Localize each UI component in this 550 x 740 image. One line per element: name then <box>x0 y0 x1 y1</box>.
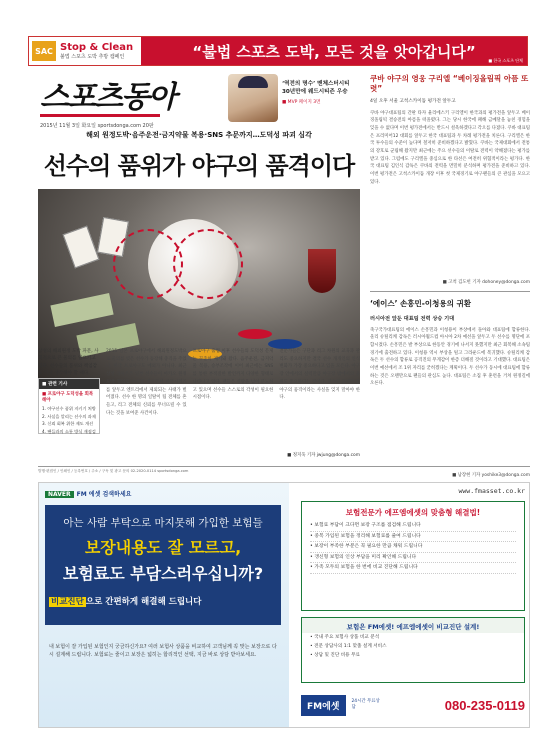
right-column <box>370 74 530 478</box>
cuba-article-body: 쿠바 야구대표팀의 간판 타자 율리에스키 구리엘이 한국과의 평가전을 앞두고 베이징올림픽 결승전의 아픔을 떠올렸다. 그는 당시 한국에 패해 금메달을 놓친 경험을 잊을 수 없다며 이번 평가전에서는 반드시 설욕하겠다고 각오를 다졌다. 쿠바 대표팀은 프리미어12 대회를 앞두고 한국 대표팀과 두 차례 평가전을 치른다. 구리엘은 한국 투수들의 수준이 높다며 철저히 준비하겠다고 밝혔다. 쿠바는 국제대회에서 전통의 강호로 군림해 왔지만 최근에는 주요 선수들의 이탈로 전력이 약해졌다는 평가를 받고 있다. 그럼에도 구리엘을 중심으로 한 타선은 여전히 위협적이라는 평가다. 한국 대표팀 김인식 감독은 쿠바의 전력을 면밀히 분석하며 평가전을 준비하고 있다. 이번 평가전은 고척스카이돔 개장 이후 첫 국제경기로 야구팬들의 큰 관심을 모으고 있다. <box>370 110 530 185</box>
campaign-slogan-text: “불법 스포츠 도박, 모든 것을 앗아갑니다” <box>192 42 476 61</box>
stop-clean-title: Stop & Clean <box>60 41 134 53</box>
masthead-teaser[interactable] <box>282 80 352 107</box>
related-item[interactable]: 2. 사실을 알리는 선수의 과제 <box>42 413 96 419</box>
teaser-title: ‘역전의 명수’ 맨체스터시티 <box>282 81 350 87</box>
ad-description: 내 보험이 잘 가입된 보험인지 궁금하신가요? 여러 보험사 상품을 비교하여 고객님께 꼭 맞는 보장으로 다시 설계해 드립니다. 보험료는 줄이고 보장은 넓히는 합리적인 선택, 지금 바로 상담 받아보세요. <box>49 644 277 658</box>
ad-url[interactable]: www.fmasset.co.kr <box>458 487 525 495</box>
article-headline[interactable]: 선수의 품위가 야구의 품격이다 <box>43 151 355 180</box>
ad-search-text: FM 에셋 검색하세요 <box>76 491 132 498</box>
naver-tag: NAVER <box>45 491 74 498</box>
cuba-article-headline[interactable]: 쿠바 야구의 영웅 구리엘 “베이징올림픽 아픔 또렷” <box>370 74 529 93</box>
ad-solution-box <box>301 501 525 611</box>
article-column: 2015 일본 프로야구에서 해외원정도박으로 물의를 빚은 선수가 등장해 충격을 주었다. 한국 프로야구도 예외가 아니다. 최근 삼성 라이온즈 일부 선수들이 마카오 원정 도박 혐의로 수사를 받으면서 한국시리즈를 앞두고 엔트리에서 제외되는 사태가 벌어졌다. 선수 한 명의 일탈이 팀 전체를 흔들고, 리그 전체의 신뢰를 무너뜨릴 수 있다는 것을 보여준 사건이다. <box>106 349 187 416</box>
ad-highlight: 비교진단 <box>51 597 84 607</box>
issue-line: 2015년 11월 3일 화요일 sportsdonga.com 20판 <box>40 123 154 129</box>
campaign-credit: ■ 한국 스포츠 단체 <box>488 58 523 63</box>
related-item[interactable]: 4. 팬들과의 소통 방식 재점검 <box>42 428 96 434</box>
ad-contact-bar <box>301 689 525 721</box>
player-photo[interactable] <box>228 74 278 122</box>
stop-clean-subtitle: 불법 스포츠 도박 추방 캠페인 <box>60 53 125 60</box>
newspaper-logo[interactable]: 스포츠동아 <box>40 80 175 115</box>
article-body <box>106 348 360 450</box>
divider <box>370 291 530 292</box>
wine-glass-shape <box>308 249 336 293</box>
ad-left-panel <box>39 483 289 727</box>
player-cap-shape <box>238 76 268 88</box>
ad-line4 <box>49 595 277 607</box>
soccer-article-headline[interactable]: ‘에이스’ 손흥민-이청용의 귀환 <box>370 298 471 308</box>
baseball-seam <box>173 229 243 299</box>
ad-solution-item: • 중복 가입된 보험을 정리해 보험료를 줄여 드립니다 <box>310 532 516 543</box>
article-overline: 해외 원정도박·음주운전·금지약물 복용·SNS 추문까지…도덕성 파괴 심각 <box>86 131 312 139</box>
ad-solution-title: 보험전문가 에프엠에셋의 맞춤형 해결법! <box>345 508 481 517</box>
related-item[interactable]: 3. 신뢰 회복 위한 제도 개선 <box>42 421 94 427</box>
soccer-article-body: 축구국가대표팀의 에이스 손흥민과 이청용이 부상에서 돌아와 대표팀에 합류한다. 울리 슈틸리케 감독은 러시아월드컵 아시아 2차 예선을 앞두고 두 선수를 명단에 포함시켰다. 손흥민은 발 부상으로 한동안 경기에 나서지 못했지만 최근 회복해 소속팀 경기에 출전하고 있다. 이청용 역시 부상을 털고 그라운드에 복귀했다. 슈틸리케 감독은 두 선수의 합류로 공격진의 무게감이 한층 더해질 것이라고 기대했다. 대표팀은 이번 예선에서 조 1위 자리를 굳히겠다는 계획이다. 두 선수가 동시에 대표팀에 합류하는 것은 오랜만으로 팬들의 관심도 높다. 대표팀은 소집 후 훈련을 거쳐 원정길에 오른다. <box>370 327 530 387</box>
ad-line3: 보험료도 부담스러우십니까? <box>62 564 264 583</box>
ad-design-item: • 전문 상담사의 1:1 맞춤 설계 서비스 <box>310 644 387 650</box>
photo-caption: 삼성의 해외원정 도박 파문, 사회적으로 큰 물의를 일으키고 있다. 선수들의 품위와 책임감을 다시 생각해야 할 때다. <box>38 349 99 377</box>
ad-solution-item: • 보장이 부족한 부분은 꼭 필요한 만큼 채워 드립니다 <box>310 542 516 553</box>
fm-asset-logo: FM에셋 <box>301 695 346 716</box>
article-column: 전문가들은 구단과 리그 차원의 교육과 관리도 중요하지만 결국 선수 개개인의 인식 변화가 가장 중요하다고 입을 모은다. 야구장 안에서의 실력만큼 야구장 밖에서의 품위도 중요하다는 것이다. 선수의 품위가 곧 야구의 품격이라는 사실을 잊지 말아야 한다. <box>279 349 361 401</box>
ad-line2: 보장내용도 잘 모르고, <box>84 538 242 557</box>
ad-solution-item: • 가족 모두의 보험을 한 번에 비교 진단해 드립니다 <box>310 563 516 574</box>
main-article <box>38 130 360 384</box>
campaign-banner[interactable] <box>28 36 528 66</box>
stop-clean-block <box>60 43 133 60</box>
ad-design-title: 보험은 FM에셋! 에프엠에셋이 비교진단 설계! <box>302 618 524 633</box>
teaser-sub: ■ MVP 페이지 3면 <box>282 99 321 105</box>
article-column: 프로야구 출범 이후 선수들의 도덕성 문제는 꾸준히 제기돼 왔다. 음주운전, 금지약물 복용, 승부조작에 이어 최근에는 SNS를 통한 부적절한 발언까지 다양한 형태로 나타나고 있다. 팬들은 실망을 넘어 분노하고 있으며 선수들 스스로의 각성이 필요한 시점이다. <box>192 349 274 401</box>
ad-line4-rest: 으로 간편하게 해결해 드립니다 <box>85 597 202 607</box>
ad-design-item: • 국내 주요 보험사 상품 비교 분석 <box>310 635 380 640</box>
campaign-slogan <box>141 37 527 65</box>
cuba-article-byline: ■ 고척 김도헌 기자 dohoney@donga.com <box>442 279 530 285</box>
publisher-footer: 발행·편집인 / 인쇄인 / 등록번호 / 주소 / 구독 및 광고 문의 02-2020-0114 sportsdonga.com <box>38 466 530 474</box>
ad-design-item: • 상담 및 진단 비용 무료 <box>310 653 360 659</box>
related-box-title: ■ 프로야구 도덕성을 회복해야 <box>42 392 94 403</box>
soccer-article-deck: 러시아전 앞둔 대표팀 전력 상승 기대 <box>370 315 455 322</box>
ad-solution-item: • 갱신형 보험의 인상 부담을 미리 확인해 드립니다 <box>310 553 516 564</box>
playing-card-shape <box>63 226 100 269</box>
ad-right-panel <box>295 483 529 727</box>
related-box <box>38 378 100 434</box>
insurance-advertisement[interactable] <box>38 482 530 728</box>
ad-solution-item: • 보험료 부담이 크다면 보장 구조를 점검해 드립니다 <box>310 521 516 532</box>
cuba-article-deck: 4일 오후 서울 고척스카이돔 평가전 앞두고 <box>370 98 456 104</box>
ad-phone-number[interactable]: 080-235-0119 <box>444 697 525 713</box>
related-box-header: ■ 관련 기사 <box>39 379 99 389</box>
fm-asset-sub: 24시간 무료상담 <box>351 698 380 710</box>
ad-line1: 아는 사람 부탁으로 마지못해 가입한 보험들 <box>63 517 263 529</box>
related-item[interactable]: 1. 야구선수 품위 지키기 처방 <box>42 406 96 411</box>
teaser-line: 30년만에 웨드시티즌 우승 <box>282 89 348 96</box>
soccer-article-byline: ■ 남장현 기자 yoshike3@donga.com <box>452 472 530 478</box>
ad-design-box <box>301 617 525 683</box>
article-byline: ■ 정지욱 기자 jwjung@donga.com <box>287 453 360 458</box>
sac-logo: SAC <box>32 41 56 61</box>
casino-chip-shape <box>238 329 272 339</box>
money-shape <box>50 293 113 327</box>
ad-search-badge <box>45 489 131 498</box>
